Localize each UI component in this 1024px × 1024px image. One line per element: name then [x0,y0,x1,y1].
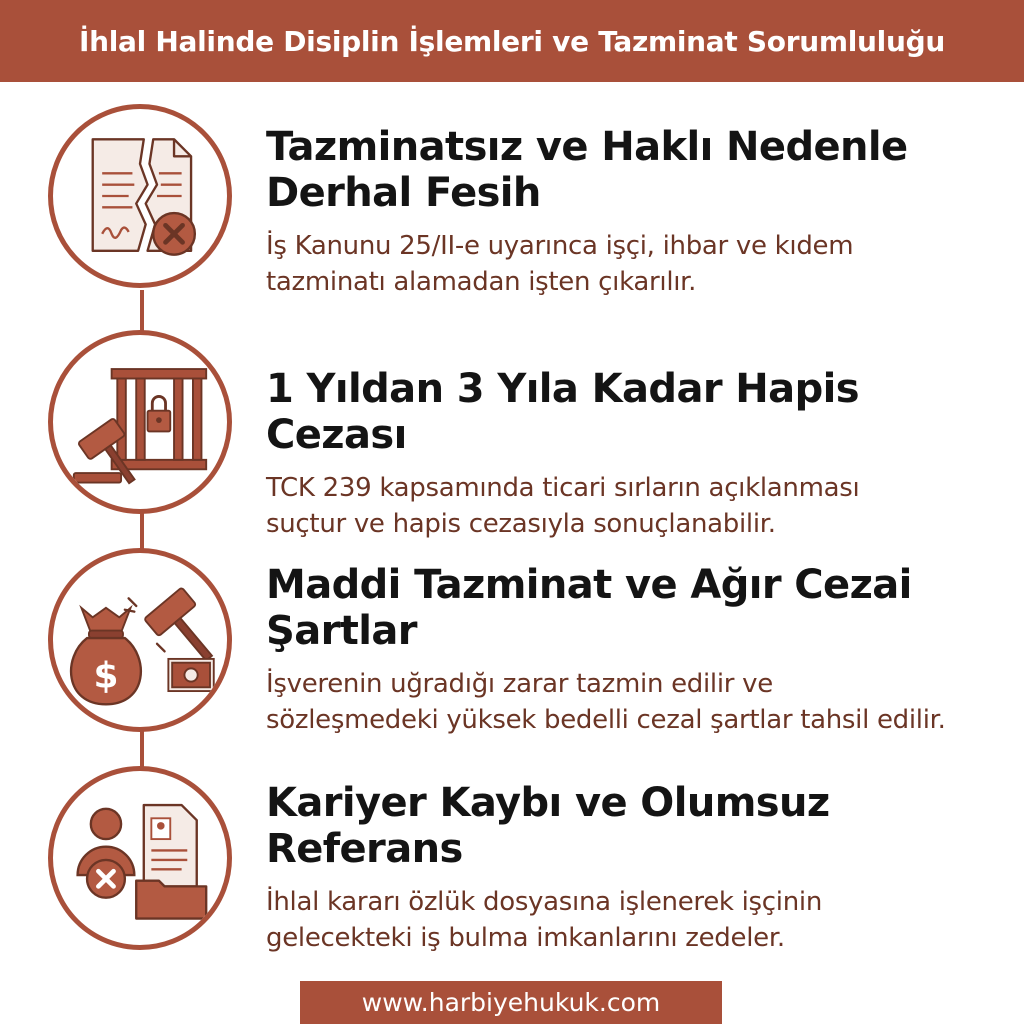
money-bag-gavel-icon [48,548,232,732]
item-compensation [266,562,1011,738]
item-title: Maddi Tazminat ve Ağır Cezai Şartlar [266,562,912,654]
career-loss-icon [48,766,232,950]
torn-contract-icon [48,104,232,288]
page-title: İhlal Halinde Disiplin İşlemleri ve Tazminat Sorumluluğu [78,24,945,58]
item-description: İş Kanunu 25/II-e uyarınca işçi, ihbar ve kıdem tazminatı alamadan işten çıkarılır. [266,231,854,297]
item-title: 1 Yıldan 3 Yıla Kadar Hapis Cezası [266,366,859,458]
item-termination [266,124,1011,300]
website-link[interactable]: www.harbiyehukuk.com [361,988,661,1017]
prison-gavel-icon [48,330,232,514]
item-prison-sentence [266,366,1011,542]
svg-text:$: $ [93,655,119,697]
item-career-loss [266,780,1011,956]
header-banner [0,0,1024,82]
item-description: İşverenin uğradığı zarar tazmin edilir ve sözleşmedeki yüksek bedelli cezal şartlar tahsil edilir. [266,669,946,735]
footer-banner [300,981,722,1024]
item-title: Kariyer Kaybı ve Olumsuz Referans [266,780,830,872]
item-description: İhlal kararı özlük dosyasına işlenerek işçinin gelecekteki iş bulma imkanlarını zedeler. [266,887,822,953]
item-title: Tazminatsız ve Haklı Nedenle Derhal Fesih [266,124,908,216]
item-description: TCK 239 kapsamında ticari sırların açıklanması suçtur ve hapis cezasıyla sonuçlanabilir. [266,473,860,539]
